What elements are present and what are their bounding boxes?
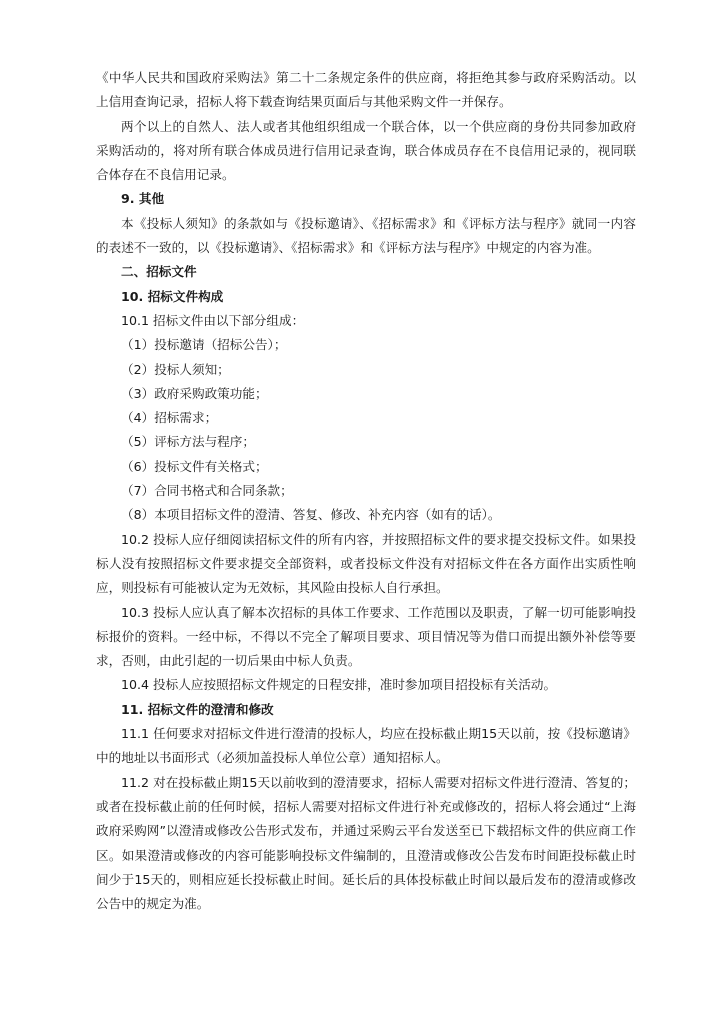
list-item: （6）投标文件有关格式；	[121, 458, 268, 474]
paragraph-precedence: 本《投标人须知》的条款如与《投标邀请》、《招标需求》和《评标方法与程序》就同一内容的表述不一致的，以《投标邀请》、《招标需求》和《评标方法与程序》中规定的内容为准。	[96, 215, 636, 256]
paragraph-consortium: 两个以上的自然人、法人或者其他组织组成一个联合体，以一个供应商的身份共同参加政府采购活动的，将对所有联合体成员进行信用记录查询，联合体成员存在不良信用记录的，视同联合体存在不良信用记录。	[96, 118, 636, 183]
heading-11-clarification: 11. 招标文件的澄清和修改	[121, 701, 274, 717]
heading-9-other: 9. 其他	[121, 191, 165, 207]
list-item: （8）本项目招标文件的澄清、答复、修改、补充内容（如有的话）。	[121, 507, 501, 523]
paragraph-11-1: 11.1 任何要求对招标文件进行澄清的投标人，均应在投标截止期15天以前，按《投标邀请》中的地址以书面形式（必须加盖投标人单位公章）通知招标人。	[96, 726, 636, 766]
paragraph-10-3: 10.3 投标人应认真了解本次招标的具体工作要求、工作范围以及职责，了解一切可能影响投标报价的资料。一经中标，不得以不完全了解项目要求、项目情况等为借口而提出额外补偿等要求，否则，由此引起的一切后果由中标人负责。	[96, 604, 636, 669]
list-item: （2）投标人须知；	[121, 361, 230, 377]
heading-10-composition: 10. 招标文件构成	[121, 288, 224, 304]
document-page	[96, 66, 636, 916]
paragraph-10-4: 10.4 投标人应按照招标文件规定的日程安排，准时参加项目招投标有关活动。	[121, 677, 557, 693]
list-item: （5）评标方法与程序；	[121, 434, 255, 450]
list-item: （1）投标邀请（招标公告）；	[121, 337, 287, 353]
paragraph-10-2: 10.2 投标人应仔细阅读招标文件的所有内容，并按照招标文件的要求提交投标文件。如果投标人没有按照招标文件要求提交全部资料，或者投标文件没有对招标文件在各方面作出实质性响应，则投标有可能被认定为无效标，其风险由投标人自行承担。	[96, 531, 636, 596]
heading-section-2: 二、招标文件	[121, 264, 197, 280]
paragraph-11-2: 11.2 对在投标截止期15天以前收到的澄清要求，招标人需要对招标文件进行澄清、答复的；或者在投标截止前的任何时候，招标人需要对招标文件进行补充或修改的，招标人将会通过“上海政府采购网”以澄清或修改公告形式发布，并通过采购云平台发送至已下载招标文件的供应商工作区。如果澄清或修改的内容可能影响投标文件编制的，且澄清或修改公告发布时间距投标截止时间少于15天的，则相应延长投标截止时间。延长后的具体投标截止时间以最后发布的澄清或修改公告中的规定为准。	[96, 774, 636, 912]
list-item: （3）政府采购政策功能；	[121, 385, 268, 401]
list-item: （7）合同书格式和合同条款；	[121, 483, 293, 499]
paragraph-blacklist: 《中华人民共和国政府采购法》第二十二条规定条件的供应商，将拒绝其参与政府采购活动。以上信用查询记录，招标人将下载查询结果页面后与其他采购文件一并保存。	[96, 70, 636, 110]
list-item: （4）招标需求；	[121, 410, 218, 426]
list-intro-10-1: 10.1 招标文件由以下部分组成：	[121, 312, 305, 328]
